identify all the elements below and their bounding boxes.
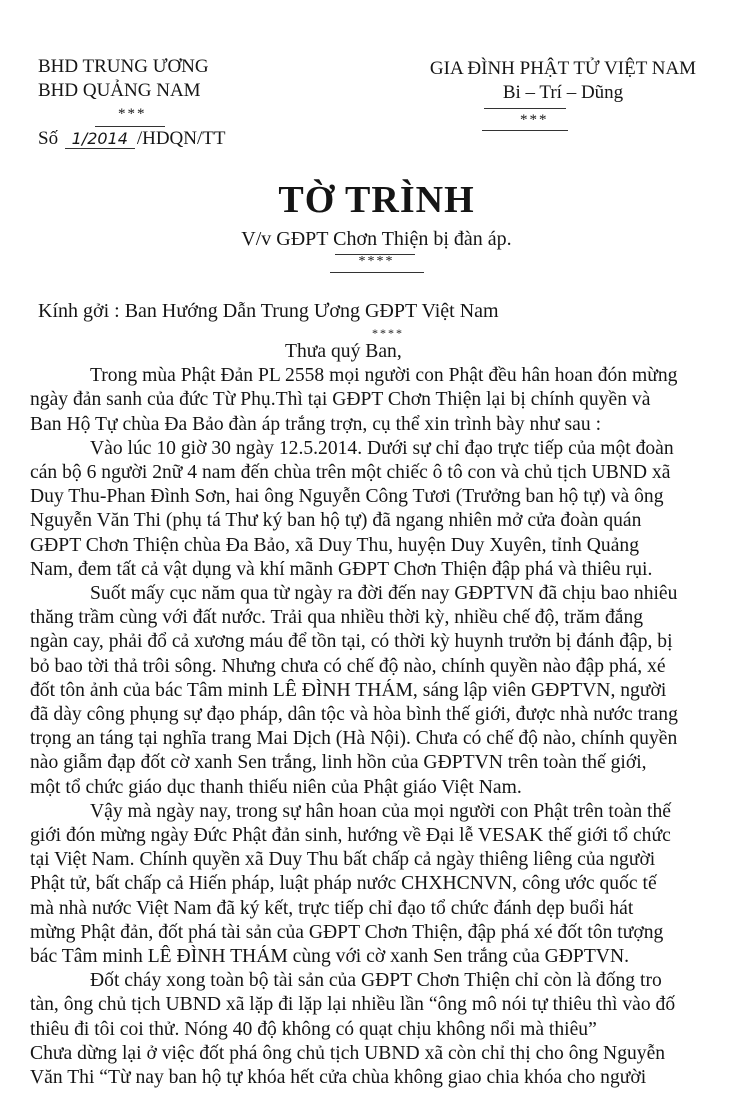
body-line: đã dày công phụng sự đạo pháp, dân tộc và hòa bình thế giới, được nhà nước trang (30, 704, 678, 726)
body-line: nào giẫm đạp đốt cờ xanh Sen trắng, linh hồn của GĐPTVN trên toàn thế giới, (30, 752, 647, 774)
body-line: Nam, đem tất cả vật dụng và khí mãnh GĐPT Chơn Thiện đập phá và thiêu rụi. (30, 558, 653, 580)
body-line: Văn Thi “Từ nay ban hộ tự khóa hết cửa chùa không giao chia khóa cho người (30, 1067, 647, 1089)
body-line: Phật tử, bất chấp cả Hiến pháp, luật pháp nước CHXHCNVN, công ước quốc tế (30, 873, 657, 895)
body-line: Nguyễn Văn Thi (phụ tá Thư ký ban hộ tự) đã ngang nhiên mở cửa đoàn quán (30, 510, 642, 532)
subject-rule-bottom (330, 272, 424, 273)
header-left-line2: BHD QUẢNG NAM (38, 80, 201, 101)
paragraph-5 (30, 969, 730, 1090)
number-prefix: Số (38, 128, 59, 149)
body-line: Suốt mấy cục năm qua từ ngày ra đời đến nay GĐPTVN đã chịu bao nhiêu (90, 583, 678, 605)
paragraph-3 (30, 582, 730, 800)
body-line: tại Việt Nam. Chính quyền xã Duy Thu bất chấp cả ngày thiêng liêng của người (30, 849, 656, 871)
body-line: mà nhà nước Việt Nam đã ký kết, trực tiếp chỉ đạo tổ chức đánh dẹp buổi hát (30, 897, 634, 919)
salutation-text: Thưa quý Ban, (285, 341, 402, 362)
header-left-stars: *** (118, 106, 147, 122)
body-line: giới đón mừng ngày Đức Phật đản sinh, hướng về Đại lễ VESAK thế giới tổ chức (30, 825, 671, 847)
body-line: thiêu đi tôi coi thử. Nóng 40 độ không có quạt chịu không nổi mà thiêu” (30, 1018, 597, 1040)
body-line: Ban Hộ Tự chùa Đa Bảo đàn áp trắng trợn, cụ thể xin trình bày như sau : (30, 413, 602, 435)
paragraph-1 (30, 364, 730, 437)
body-line: Vậy mà ngày nay, trong sự hân hoan của mọi người con Phật trên toàn thế (90, 800, 671, 822)
header-left-line1: BHD TRUNG ƯƠNG (38, 56, 209, 77)
body-line: Chưa dừng lại ở việc đốt phá ông chủ tịch UBND xã còn chỉ thị cho ông Nguyễn (30, 1042, 666, 1064)
header-left-rule (95, 126, 165, 127)
document-body (30, 340, 730, 1090)
body-line: một tổ chức giáo dục thanh thiếu niên của Phật giáo Việt Nam. (30, 776, 522, 798)
body-line: ngàn cay, phải đổ cả xương máu để tồn tại, có thời kỳ huynh trưởn bị đánh đập, bị (30, 631, 673, 653)
recipient-line: Kính gởi : Ban Hướng Dẫn Trung Ương GĐPT Việt Nam (38, 300, 499, 322)
body-line: trọng an táng tại nghĩa trang Mai Dịch (Hà Nội). Chưa có chế độ nào, chính quyền (30, 728, 678, 750)
body-line: tàn, ông chủ tịch UBND xã lặp đi lặp lại nhiều lần “ông mô nói tự thiêu thì vào đố (30, 994, 676, 1016)
body-line: Vào lúc 10 giờ 30 ngày 12.5.2014. Dưới sự chỉ đạo trực tiếp của một đoàn (90, 437, 674, 459)
document-number (38, 128, 225, 150)
paragraph-2 (30, 437, 730, 582)
header-right (378, 57, 748, 105)
salutation (30, 340, 730, 364)
number-handwritten: 1/2014 (65, 129, 135, 149)
subject-stars: **** (358, 254, 395, 269)
number-suffix: /HDQN/TT (136, 128, 226, 149)
header-right-rule-bottom (482, 130, 568, 131)
recipient-stars: **** (372, 326, 404, 340)
body-line: cán bộ 6 người 2nữ 4 nam đến chùa trên một chiếc ô tô con và chủ tịch UBND xã (30, 462, 671, 484)
body-line: bác Tâm minh LÊ ĐÌNH THÁM cùng với cờ xanh Sen trắng của GĐPTVN. (30, 946, 629, 968)
document-title: TỜ TRÌNH (278, 179, 475, 221)
header-right-rule (484, 108, 566, 109)
header-right-line2: Bi – Trí – Dũng (502, 82, 624, 103)
body-line: thăng trầm cùng với đất nước. Trải qua nhiều thời kỳ, nhiều chế độ, trăm đắng (30, 607, 644, 629)
header-right-line1: GIA ĐÌNH PHẬT TỬ VIỆT NAM (429, 58, 697, 79)
header-right-stars: *** (520, 112, 549, 128)
body-line: đốt tôn ảnh của bác Tâm minh LÊ ĐÌNH THÁM, sáng lập viên GĐPTVN, người (30, 679, 667, 701)
body-line: Trong mùa Phật Đản PL 2558 mọi người con Phật đều hân hoan đón mừng (90, 365, 678, 387)
body-line: bỏ bao tời thả trôi sông. Nhưng chưa có chế độ nào, chính quyền nào đập phá, xé (30, 655, 666, 677)
header-left (38, 55, 298, 103)
body-line: Đốt cháy xong toàn bộ tài sản của GĐPT Chơn Thiện chỉ còn là đống tro (90, 970, 662, 992)
body-line: ngày đản sanh của đức Từ Phụ.Thì tại GĐPT Chơn Thiện lại bị chính quyền và (30, 389, 651, 411)
body-line: mừng Phật đản, đốt phá tài sản của GĐPT Chơn Thiện, đập phá xé đốt tôn tượng (30, 921, 664, 943)
body-line: GĐPT Chơn Thiện chùa Đa Bảo, xã Duy Thu, huyện Duy Xuyên, tỉnh Quảng (30, 534, 639, 556)
body-line: Duy Thu-Phan Đình Sơn, hai ông Nguyễn Công Tươi (Trưởng ban hộ tự) và ông (30, 486, 664, 508)
paragraph-4 (30, 800, 730, 969)
document-subject: V/v GĐPT Chơn Thiện bị đàn áp. (241, 228, 512, 250)
